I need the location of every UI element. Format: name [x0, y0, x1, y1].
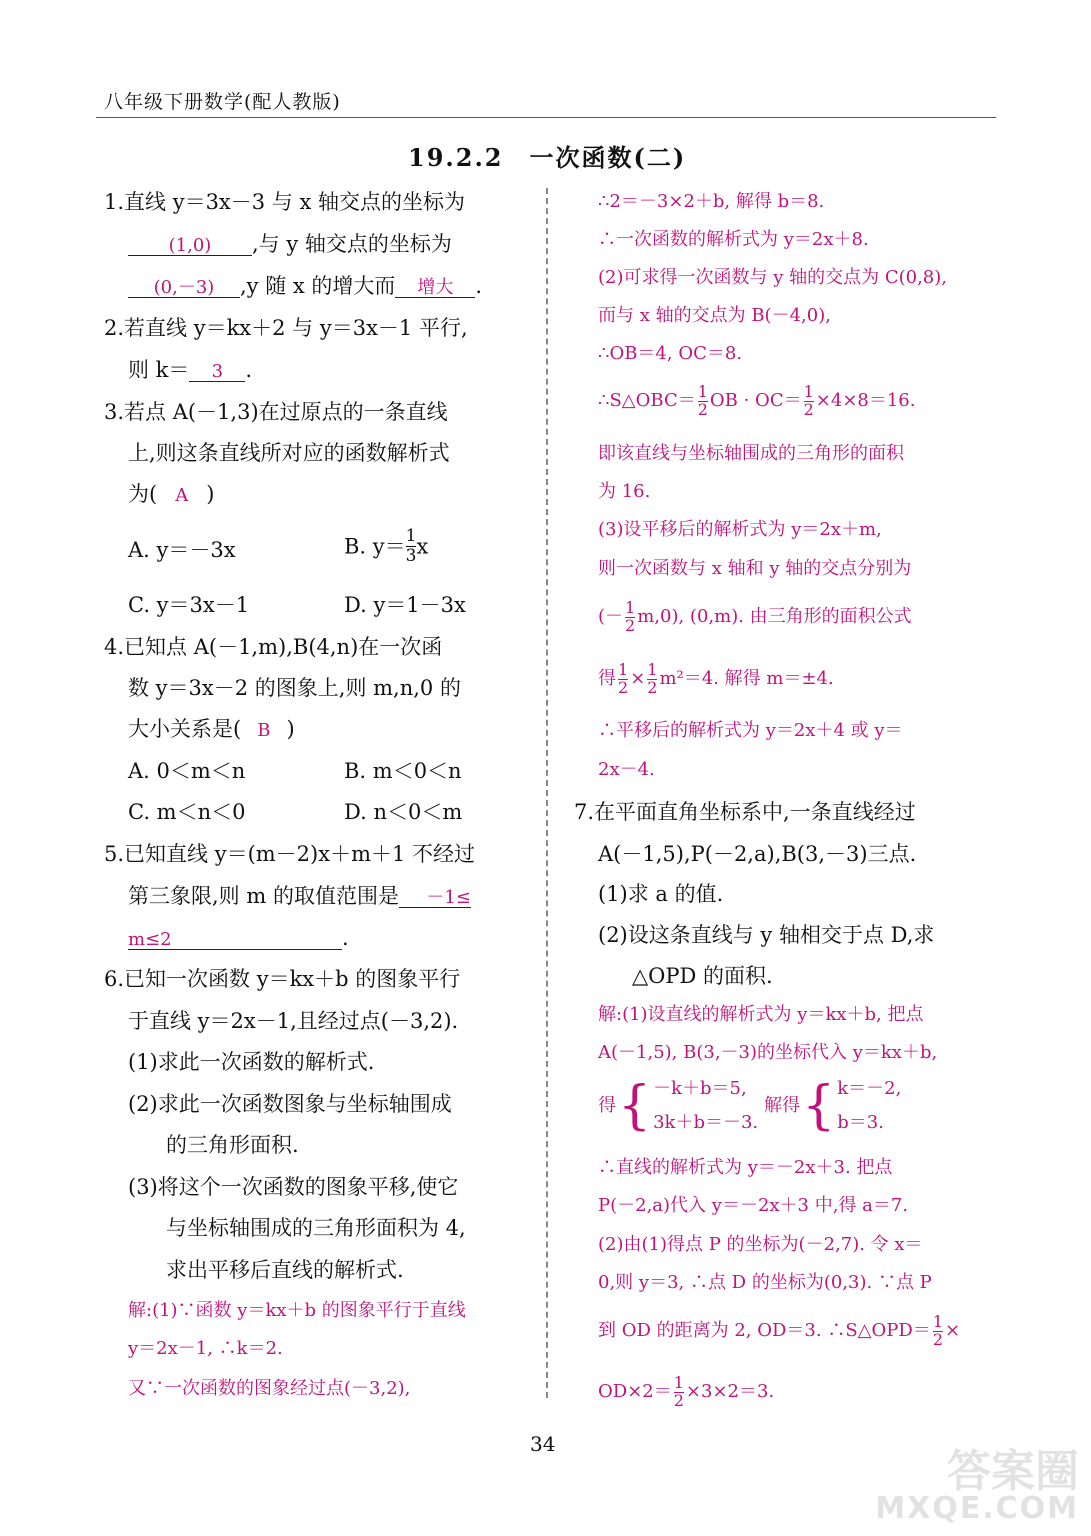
page-number: 34 — [530, 1432, 556, 1456]
denominator: 2 — [673, 1390, 684, 1410]
solution-text: OD×2＝ — [598, 1381, 672, 1403]
equation-group — [837, 1080, 901, 1132]
q6-part3-cont: 与坐标轴围成的三角形面积为 4, — [166, 1216, 466, 1240]
solution-text: 到 OD 的距离为 2, OD＝3. ∴S△OPD＝ — [598, 1320, 931, 1342]
solution-text: 得 — [598, 668, 616, 690]
solution-area-formula — [598, 384, 915, 419]
q3-option-text: x — [416, 534, 429, 559]
equation: －k＋b＝5, — [653, 1078, 747, 1099]
q5-line3 — [128, 928, 349, 950]
numerator: 1 — [625, 598, 636, 617]
solution-text: ×3×2＝3. — [685, 1381, 775, 1403]
section-title: 19.2.2 一次函数(二) — [408, 143, 687, 172]
watermark-logo — [875, 1446, 1079, 1526]
equation: k＝－2, — [837, 1078, 902, 1099]
answer-choice: A — [175, 485, 189, 506]
denominator: 2 — [625, 615, 636, 635]
answer-blank: m≤2 — [128, 931, 342, 950]
solution-line: 即该直线与坐标轴围成的三角形的面积 — [598, 443, 904, 464]
answer-blank: 增大 — [395, 279, 475, 298]
fraction — [625, 600, 635, 635]
q6-solution-line2: y＝2x－1, ∴k＝2. — [128, 1338, 283, 1359]
solution-line: 则一次函数与 x 轴和 y 轴的交点分别为 — [598, 558, 912, 579]
q4-line3 — [128, 719, 295, 740]
solution-text: × — [630, 668, 646, 690]
left-brace: { — [618, 1076, 652, 1136]
solution-intersections — [598, 600, 912, 635]
q3-option-b — [344, 528, 428, 566]
q5-line1: 5.已知直线 y＝(m－2)x＋m＋1 不经过 — [104, 842, 476, 866]
q3-line1: 3.若点 A(－1,3)在过原点的一条直线 — [104, 400, 448, 424]
q2-text: 则 k＝ — [128, 358, 190, 382]
q7-solution-line: (2)由(1)得点 P 的坐标为(－2,7). 令 x＝ — [598, 1234, 923, 1255]
q7-solution-line: A(－1,5), B(3,－3)的坐标代入 y＝kx＋b, — [598, 1042, 938, 1063]
solution-line: (2)可求得一次函数与 y 轴的交点为 C(0,8), — [598, 267, 947, 288]
q1-text: ,与 y 轴交点的坐标为 — [252, 232, 452, 256]
q3-line2: 上,则这条直线所对应的函数解析式 — [128, 441, 450, 465]
solution-line: 2x－4. — [598, 759, 655, 780]
q3-text: 为( — [128, 482, 158, 506]
q1-line1: 1.直线 y＝3x－3 与 x 轴交点的坐标为 — [104, 190, 466, 214]
solution-text: m,0), (0,m). 由三角形的面积公式 — [637, 606, 912, 628]
q3-option-text: B. y＝ — [344, 534, 406, 559]
fraction — [698, 384, 708, 419]
answer-blank: －1≤ — [399, 889, 471, 908]
q7-line1: 7.在平面直角坐标系中,一条直线经过 — [574, 800, 916, 824]
q2-line1: 2.若直线 y＝kx＋2 与 y＝3x－1 平行, — [104, 316, 468, 340]
solution-text: OB · OC＝ — [709, 390, 802, 412]
answer-blank: (0,－3) — [128, 279, 240, 298]
q1-line3 — [128, 276, 482, 298]
book-header: 八年级下册数学(配人教版) — [104, 91, 341, 113]
solution-line: 而与 x 轴的交点为 B(－4,0), — [598, 305, 831, 326]
numerator: 1 — [618, 660, 629, 679]
solution-equation — [598, 662, 834, 697]
equation: 3k＋b＝－3. — [653, 1112, 759, 1133]
solution-text: (－ — [598, 606, 624, 628]
q3-option-d: D. y＝1－3x — [344, 593, 466, 617]
column-divider — [546, 188, 548, 1398]
q4-line1: 4.已知点 A(－1,m),B(4,n)在一次函 — [104, 635, 443, 659]
solution-text: × — [945, 1320, 961, 1342]
q5-text: 第三象限,则 m 的取值范围是 — [128, 884, 399, 908]
solution-line: ∴平移后的解析式为 y＝2x＋4 或 y＝ — [598, 720, 903, 741]
q7-part1: (1)求 a 的值. — [598, 882, 724, 906]
q6-part2: (2)求此一次函数图象与坐标轴围成 — [128, 1092, 452, 1116]
denominator: 2 — [932, 1329, 943, 1349]
q3-text: ) — [206, 482, 215, 506]
numerator: 1 — [697, 382, 708, 401]
q2-text: . — [245, 358, 253, 382]
denominator: 2 — [647, 677, 658, 697]
q7-area-line2 — [598, 1375, 774, 1410]
denominator: 2 — [803, 399, 814, 419]
fraction — [647, 662, 657, 697]
q1-text: . — [475, 274, 483, 298]
q7-solution-line: 0,则 y＝3, ∴点 D 的坐标为(0,3). ∵点 P — [598, 1272, 932, 1293]
answer-blank: 3 — [189, 363, 245, 382]
q4-text: ) — [286, 717, 295, 741]
equation-group — [653, 1080, 758, 1132]
solution-text: ×4×8＝16. — [815, 390, 916, 412]
solution-line: 为 16. — [598, 481, 651, 502]
watermark-text: 答案圈 — [947, 1446, 1079, 1497]
q6-line1: 6.已知一次函数 y＝kx＋b 的图象平行 — [104, 967, 461, 991]
left-brace: { — [802, 1076, 836, 1136]
q4-option-a: A. 0＜m＜n — [128, 759, 246, 783]
q7-solution-line: ∴直线的解析式为 y＝－2x＋3. 把点 — [598, 1157, 893, 1178]
q6-line2: 于直线 y＝2x－1,且经过点(－3,2). — [128, 1009, 459, 1033]
q5-line2 — [128, 886, 471, 908]
header-rule — [96, 117, 996, 118]
q6-solution-line3: 又∵一次函数的图象经过点(－3,2), — [128, 1378, 411, 1399]
q3-option-c: C. y＝3x－1 — [128, 593, 250, 617]
numerator: 1 — [673, 1373, 684, 1392]
solution-text: ∴S△OBC＝ — [598, 390, 696, 412]
q4-option-d: D. n＜0＜m — [344, 800, 463, 824]
q7-part2: (2)设这条直线与 y 轴相交于点 D,求 — [598, 923, 935, 947]
q4-option-c: C. m＜n＜0 — [128, 800, 246, 824]
q5-text: . — [342, 926, 349, 950]
answer-blank: (1,0) — [128, 237, 252, 256]
q4-option-b: B. m＜0＜n — [344, 759, 462, 783]
solution-text: 解得 — [764, 1095, 801, 1116]
q6-part3-cont2: 求出平移后直线的解析式. — [166, 1258, 404, 1282]
q7-solution-line: 解:(1)设直线的解析式为 y＝kx＋b, 把点 — [598, 1004, 924, 1025]
q3-option-a: A. y＝－3x — [128, 538, 236, 562]
solution-text: 得 — [598, 1095, 616, 1116]
q7-solution-line: P(－2,a)代入 y＝－2x＋3 中,得 a＝7. — [598, 1195, 909, 1216]
denominator: 3 — [405, 545, 417, 566]
q7-area-line1 — [598, 1314, 960, 1349]
fraction — [406, 528, 417, 566]
numerator: 1 — [647, 660, 658, 679]
q4-text: 大小关系是( — [128, 717, 242, 741]
denominator: 2 — [697, 399, 708, 419]
equation: b＝3. — [837, 1112, 884, 1133]
fraction — [933, 1314, 943, 1349]
q2-line2 — [128, 360, 252, 382]
numerator: 1 — [405, 526, 417, 546]
fraction — [804, 384, 814, 419]
solution-text: m²＝4. 解得 m＝±4. — [659, 668, 834, 690]
q7-system-of-equations — [598, 1076, 902, 1136]
q3-line3 — [128, 484, 214, 505]
solution-line: ∴一次函数的解析式为 y＝2x＋8. — [598, 229, 869, 250]
numerator: 1 — [803, 382, 814, 401]
watermark-url: MXQE.COM — [875, 1491, 1079, 1526]
fraction — [618, 662, 628, 697]
q6-part1: (1)求此一次函数的解析式. — [128, 1050, 375, 1074]
solution-line: ∴2＝－3×2＋b, 解得 b＝8. — [598, 191, 825, 212]
solution-line: (3)设平移后的解析式为 y＝2x＋m, — [598, 519, 882, 540]
q6-part2-cont: 的三角形面积. — [166, 1133, 299, 1157]
q7-line2: A(－1,5),P(－2,a),B(3,－3)三点. — [598, 842, 917, 866]
q7-part2-cont: △OPD 的面积. — [632, 964, 773, 988]
denominator: 2 — [618, 677, 629, 697]
q1-line2 — [128, 234, 452, 256]
numerator: 1 — [932, 1312, 943, 1331]
fraction — [674, 1375, 684, 1410]
q6-solution-line1: 解:(1)∵函数 y＝kx＋b 的图象平行于直线 — [128, 1300, 466, 1321]
q6-part3: (3)将这个一次函数的图象平移,使它 — [128, 1175, 459, 1199]
q1-text: ,y 随 x 的增大而 — [240, 274, 396, 298]
q4-line2: 数 y＝3x－2 的图象上,则 m,n,0 的 — [128, 676, 461, 700]
solution-line: ∴OB＝4, OC＝8. — [598, 343, 743, 364]
answer-choice: B — [257, 720, 271, 741]
